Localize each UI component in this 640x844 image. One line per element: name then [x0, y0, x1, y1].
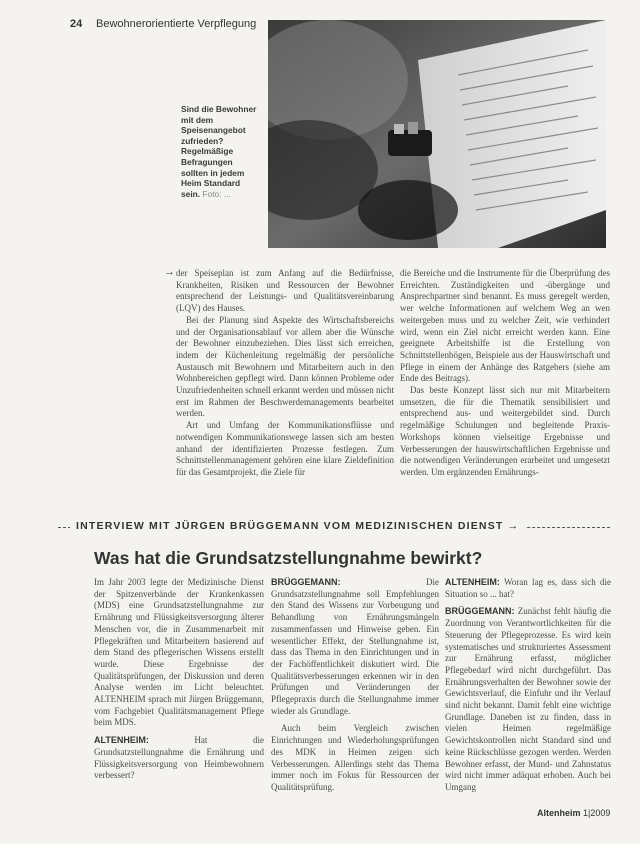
- speaker-label: ALTENHEIM:: [445, 577, 500, 587]
- paragraph: Art und Umfang der Kommunikationsflüsse und notwendigen Kommunikationswege lassen sich am besten anhand der identifizierten Prozesse festlegen. Zum Schnittstellenmanagement gehören eine klare Zieldefinition für das Gesamtprojekt, die Ziele für: [176, 420, 394, 477]
- photo-credit: Foto: ...: [202, 188, 231, 199]
- interview-question: [445, 577, 611, 600]
- paragraph: die Bereiche und die Instrumente für die Überprüfung des Erreichten. Zuständigkeiten und -übergänge und Ansprechpartner sind benannt. Es muss geregelt werden, wer welche Informationen auf welchem Weg an wen weitergeben muss und zu welcher Zeit, wie verhindert wird, wenn ein Ziel nicht erreicht werden kann. Eine geeignete Arbeitshilfe ist die Erstellung von Schnittstellenbögen, Beispiele aus der Hauswirtschaft und Pflege in einem der Anhänge des Ratgebers (siehe am Ende des Beitrags).: [400, 268, 610, 384]
- paragraph: Bei der Planung sind Aspekte des Wirtschaftsbereichs und der Organisationsablauf vor allem aber die Wünsche der Bewohner einzubeziehen. Dies lässt sich erreichen, indem der Küchenleitung regelmäßig der persönliche Austausch mit Bewohnern und Mitarbeitern auch in den Wohnbereichen gepflegt wird. Dann können Probleme oder Unzufriedenheiten schnell erkannt werden und müssen nicht erst im Rahmen der Beschwerdemanagements bearbeitet werden.: [176, 314, 394, 419]
- question-text: Woran lag es, dass sich die Situation so ... hat?: [445, 577, 612, 599]
- answer-paragraph: Auch beim Vergleich zwischen Einrichtungen und Wiederholungsprüfungen des MDK in Heimen zeigen sich Verbesserungen. Allerdings steht das Thema immer noch im Fokus für Ressourcen der Qualitätsprüfung.: [271, 723, 439, 792]
- interview-column-2: [271, 577, 439, 800]
- answer-text: Zunächst fehlt häufig die Zuordnung von Verantwortlichkeiten für die Steuerung der Pflegeprozesse. Es wird kein systematisches und strukturiertes Assessment zur Ernährung erfasst, möglicher Pflegebedarf wird nicht durchgeführt. Das Ernährungsverhalten der Bewohner sowie der Gewichtsverlauf, die Einfuhr und ihr Verlauf sind nicht bekannt. Damit fehlt eine wichtige Grundlage. Daneben ist zu finden, dass in vielen Heimen regelmäßige Gewichtskontrollen nicht Standard sind und keine Rückschlüsse gezogen werden. Werden Bewohner erfasst, der Mund- und Zahnstatus wird nicht immer adäquat erhoben. Auch bei Umgang: [445, 606, 611, 792]
- page-footer: [537, 808, 610, 818]
- continuation-arrow-icon: →: [164, 266, 175, 278]
- speaker-label: BRÜGGEMANN:: [271, 577, 341, 587]
- body-column-2: [400, 268, 610, 479]
- body-column-1: [176, 268, 394, 479]
- question-text: Hat die Grundsatzstellungnahme die Ernährung und Flüssigkeitsversorgung von Heimbewohnern verbessert?: [94, 735, 264, 781]
- page-number: 24: [70, 18, 83, 30]
- interview-question: [94, 735, 264, 782]
- answer-text: Die Grundsatzstellungnahme soll Empfehlungen den Stand des Wissens zur Vorbeugung und Behandlung von Ernährungsmängeln zusammenfassen und Hinweise geben. Ein wesentlicher Effekt, der Stellungnahme ist, dass das Thema in den Einrichtungen und in der Fachöffentlichkeit diskutiert wird. Die Qualitätsverbesserungen erkennen wir in den Prüfungen und Veränderungen der Pflegepraxis durch die Stellungnahme immer wieder als Grundlage.: [271, 577, 439, 716]
- interview-answer: [445, 606, 611, 793]
- interview-column-1: [94, 577, 264, 788]
- article-photo: [268, 20, 606, 248]
- speaker-label: ALTENHEIM:: [94, 735, 149, 746]
- interview-intro: Im Jahr 2003 legte der Medizinische Dienst der Spitzenverbände der Krankenkassen (MDS) eine Grundsatzstellungnahme zur Ernährung und Flüssigkeitsversorgung älterer Menschen vor, die in Zusammenarbeit mit Pflegekräften und Mitarbeitern basierend auf dem Stand des pflegerischen Wissens erstellt wurde. Diese Ergebnisse der Qualitätsprüfungen, der Diskussion und deren Analyse werden im Licht beleuchtet. ALTENHEIM sprach mit Jürgen Brüggemann, vom Fachgebiet Qualitätsmanagement Pflege beim MDS.: [94, 577, 264, 728]
- speaker-label: BRÜGGEMANN:: [445, 606, 515, 617]
- photo-menu-card-image: [268, 20, 606, 248]
- magazine-name: Altenheim: [537, 808, 581, 818]
- paragraph: der Speiseplan ist zum Anfang auf die Bedürfnisse, Krankheiten, Risiken und Ressourcen der Bewohner entsprechend der Leistungs- und Qualitätsvereinbarung (LQV) des Hauses.: [176, 268, 394, 314]
- interview-headline: Was hat die Grundsatzstellungnahme bewirkt?: [94, 548, 483, 568]
- paragraph: Das beste Konzept lässt sich nur mit Mitarbeitern umsetzen, die für die Thematik sensibilisiert und entsprechend aus- und weitergebildet sind. Durch regelmäßige Schulungen und begleitende Praxis-Workshops können vielseitige Ergebnisse und Verbesserungen der hauswirtschaftlichen Ergebnisse und die notwendigen Veränderungen erarbeitet und umgesetzt werden. Um ergänzenden Ernährungs-: [400, 385, 610, 477]
- caption-text: Sind die Bewohner mit dem Speisenangebot zufrieden? Regelmäßige Befragungen sollten in jedem Heim Standard sein.: [181, 104, 257, 199]
- photo-caption: [181, 104, 261, 199]
- interview-answer: [271, 577, 439, 717]
- interview-banner: INTERVIEW MIT JÜRGEN BRÜGGEMANN VOM MEDIZINISCHEN DIENST →: [70, 520, 525, 532]
- issue-number: 1|2009: [583, 808, 611, 818]
- running-header: Bewohnerorientierte Verpflegung: [96, 18, 257, 30]
- interview-column-3: [445, 577, 611, 800]
